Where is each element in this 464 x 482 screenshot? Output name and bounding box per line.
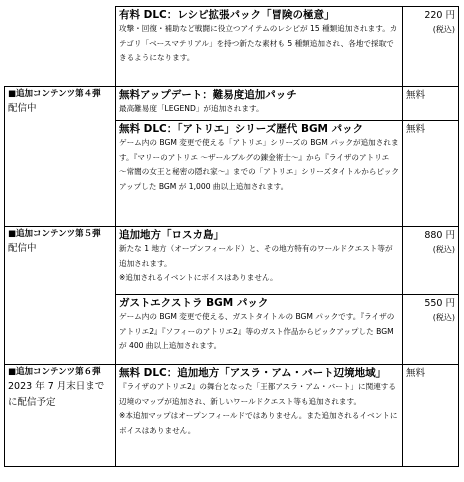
content-description: 新たな 1 地方（オープンフィールド）と、その地方特有のワールドクエスト等が追加されます。 <box>119 244 393 268</box>
phase-schedule-line: 2023 年 7 月末日まで <box>8 381 105 392</box>
content-cell <box>116 121 403 227</box>
content-note: ※本追加マップはオープンフィールドではありません。また追加されるイベントにボイスはありません。 <box>119 411 398 435</box>
phase-heading: ■追加コンテンツ第５弾 <box>8 229 101 239</box>
phase-status: 配信中 <box>8 243 37 254</box>
content-note: ※追加されるイベントにボイスはありません。 <box>119 273 278 283</box>
content-cell <box>116 227 403 295</box>
price-cell <box>403 365 459 467</box>
content-title: 無料 DLC：追加地方「アスラ・アム・バート辺境地域」 <box>119 367 387 379</box>
content-title: 有料 DLC：レシピ拡張パック「冒険の極意」 <box>119 9 335 21</box>
table-row <box>5 227 459 295</box>
price-value: 880 円 <box>424 230 455 241</box>
price-tax-note: (税込) <box>432 313 455 322</box>
table-row <box>5 87 459 121</box>
price-cell <box>403 7 459 87</box>
phase-heading: ■追加コンテンツ第４弾 <box>8 89 101 99</box>
price-cell <box>403 227 459 295</box>
content-description: 『ライザのアトリエ2』の舞台となった「王都アスラ・アム・バート」に関連する辺境のマップが追加され、新しいワールドクエスト等も追加されます。 <box>119 382 396 406</box>
price-tax-note: (税込) <box>432 25 455 34</box>
phase-cell <box>5 227 116 365</box>
content-description: ゲーム内の BGM 変更で使える、ガストタイトルの BGM パックです。『ライザのアトリエ2』『ソフィーのアトリエ2』等のガスト作品からピックアップした BGM が 400 曲以上追加されます。 <box>119 312 395 351</box>
content-title: 無料アップデート：難易度追加パッチ <box>119 89 297 101</box>
dlc-schedule-table <box>4 6 459 467</box>
content-description: 攻撃・回復・補助など戦闘に役立つアイテムのレシピが 15 種類追加されます。カテゴリ「ベースマテリアル」を持つ新たな素材も 5 種類追加され、各地で採取できるようになります。 <box>119 24 398 63</box>
content-title: 追加地方「ロスカ島」 <box>119 229 224 241</box>
price-value: 無料 <box>406 368 426 379</box>
price-cell <box>403 121 459 227</box>
phase-schedule-line: に配信予定 <box>8 397 56 408</box>
content-cell <box>116 365 403 467</box>
content-description: 最高難易度「LEGEND」が追加されます。 <box>119 104 264 113</box>
phase-cell <box>5 87 116 227</box>
content-title: ガストエクストラ BGM パック <box>119 297 269 309</box>
content-title: 無料 DLC：「アトリエ」シリーズ歴代 BGM パック <box>119 123 364 135</box>
table-row <box>5 7 459 87</box>
price-cell <box>403 87 459 121</box>
price-value: 220 円 <box>424 10 455 21</box>
phase-status: 配信中 <box>8 103 37 114</box>
content-cell <box>116 295 403 365</box>
phase-heading: ■追加コンテンツ第６弾 <box>8 367 101 377</box>
price-value: 無料 <box>406 124 426 135</box>
content-cell <box>116 7 403 87</box>
phase-cell <box>5 365 116 467</box>
phase-cell-empty <box>5 7 116 87</box>
table-row <box>5 365 459 467</box>
price-cell <box>403 295 459 365</box>
content-description: ゲーム内の BGM 変更で使える「アトリエ」シリーズの BGM パックが追加されます。『マリーのアトリエ ～ザールブルグの錬金術士～』から『ライザのアトリエ ～常闇の女王と秘密の隠れ家～』までの「アトリエ」シリーズタイトルからピックアップした BGM が 1,000 曲以上追加されます。 <box>119 138 399 191</box>
price-tax-note: (税込) <box>432 245 455 254</box>
price-value: 550 円 <box>424 298 455 309</box>
content-cell <box>116 87 403 121</box>
price-value: 無料 <box>406 90 426 101</box>
